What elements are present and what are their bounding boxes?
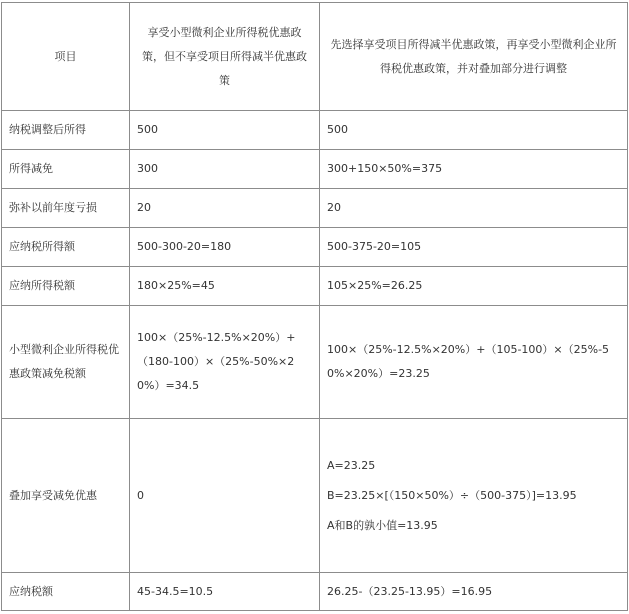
header-col1-cell: 享受小型微利企业所得税优惠政策，但不享受项目所得减半优惠政策: [130, 3, 320, 111]
table-row: [2, 111, 628, 150]
header-item-cell: 项目: [2, 3, 130, 111]
row-label: 应纳税额: [2, 573, 130, 611]
tax-comparison-table: [1, 2, 628, 611]
table-header-row: [2, 3, 628, 111]
formula-line-b: B=23.25×[（150×50%）÷（500-375）]=13.95: [327, 488, 577, 502]
row-col1-value: 20: [130, 189, 320, 228]
row-col2-value: 20: [320, 189, 628, 228]
row-col2-value: 500-375-20=105: [320, 228, 628, 267]
table-row: [2, 228, 628, 267]
row-col1-value: 500-300-20=180: [130, 228, 320, 267]
row-col1-value: 180×25%=45: [130, 267, 320, 306]
row-col1-value: 0: [130, 419, 320, 573]
table-row: [2, 573, 628, 611]
row-label: 所得减免: [2, 150, 130, 189]
row-label: 纳税调整后所得: [2, 111, 130, 150]
row-col2-value: [320, 419, 628, 573]
row-label: 应纳税所得额: [2, 228, 130, 267]
row-col1-value: 500: [130, 111, 320, 150]
row-label: 小型微利企业所得税优惠政策减免税额: [2, 306, 130, 419]
formula-line-min: A和B的孰小值=13.95: [327, 518, 438, 532]
row-col1-value: 300: [130, 150, 320, 189]
row-label: 应纳所得税额: [2, 267, 130, 306]
table-row: [2, 267, 628, 306]
row-col2-value: 26.25-（23.25-13.95）=16.95: [320, 573, 628, 611]
row-col1-value: 100×（25%-12.5%×20%）+（180-100）×（25%-50%×20%）=34.5: [130, 306, 320, 419]
table-row: [2, 150, 628, 189]
table-row: [2, 189, 628, 228]
row-col2-value: 105×25%=26.25: [320, 267, 628, 306]
formula-line-a: A=23.25: [327, 458, 376, 472]
table-row: [2, 419, 628, 573]
header-col2-cell: 先选择享受项目所得减半优惠政策，再享受小型微利企业所得税优惠政策，并对叠加部分进行调整: [320, 3, 628, 111]
row-label: 叠加享受减免优惠: [2, 419, 130, 573]
row-col2-value: 300+150×50%=375: [320, 150, 628, 189]
row-label: 弥补以前年度亏损: [2, 189, 130, 228]
table-row: [2, 306, 628, 419]
row-col2-value: 100×（25%-12.5%×20%）+（105-100）×（25%-50%×20%）=23.25: [320, 306, 628, 419]
row-col2-value: 500: [320, 111, 628, 150]
row-col1-value: 45-34.5=10.5: [130, 573, 320, 611]
